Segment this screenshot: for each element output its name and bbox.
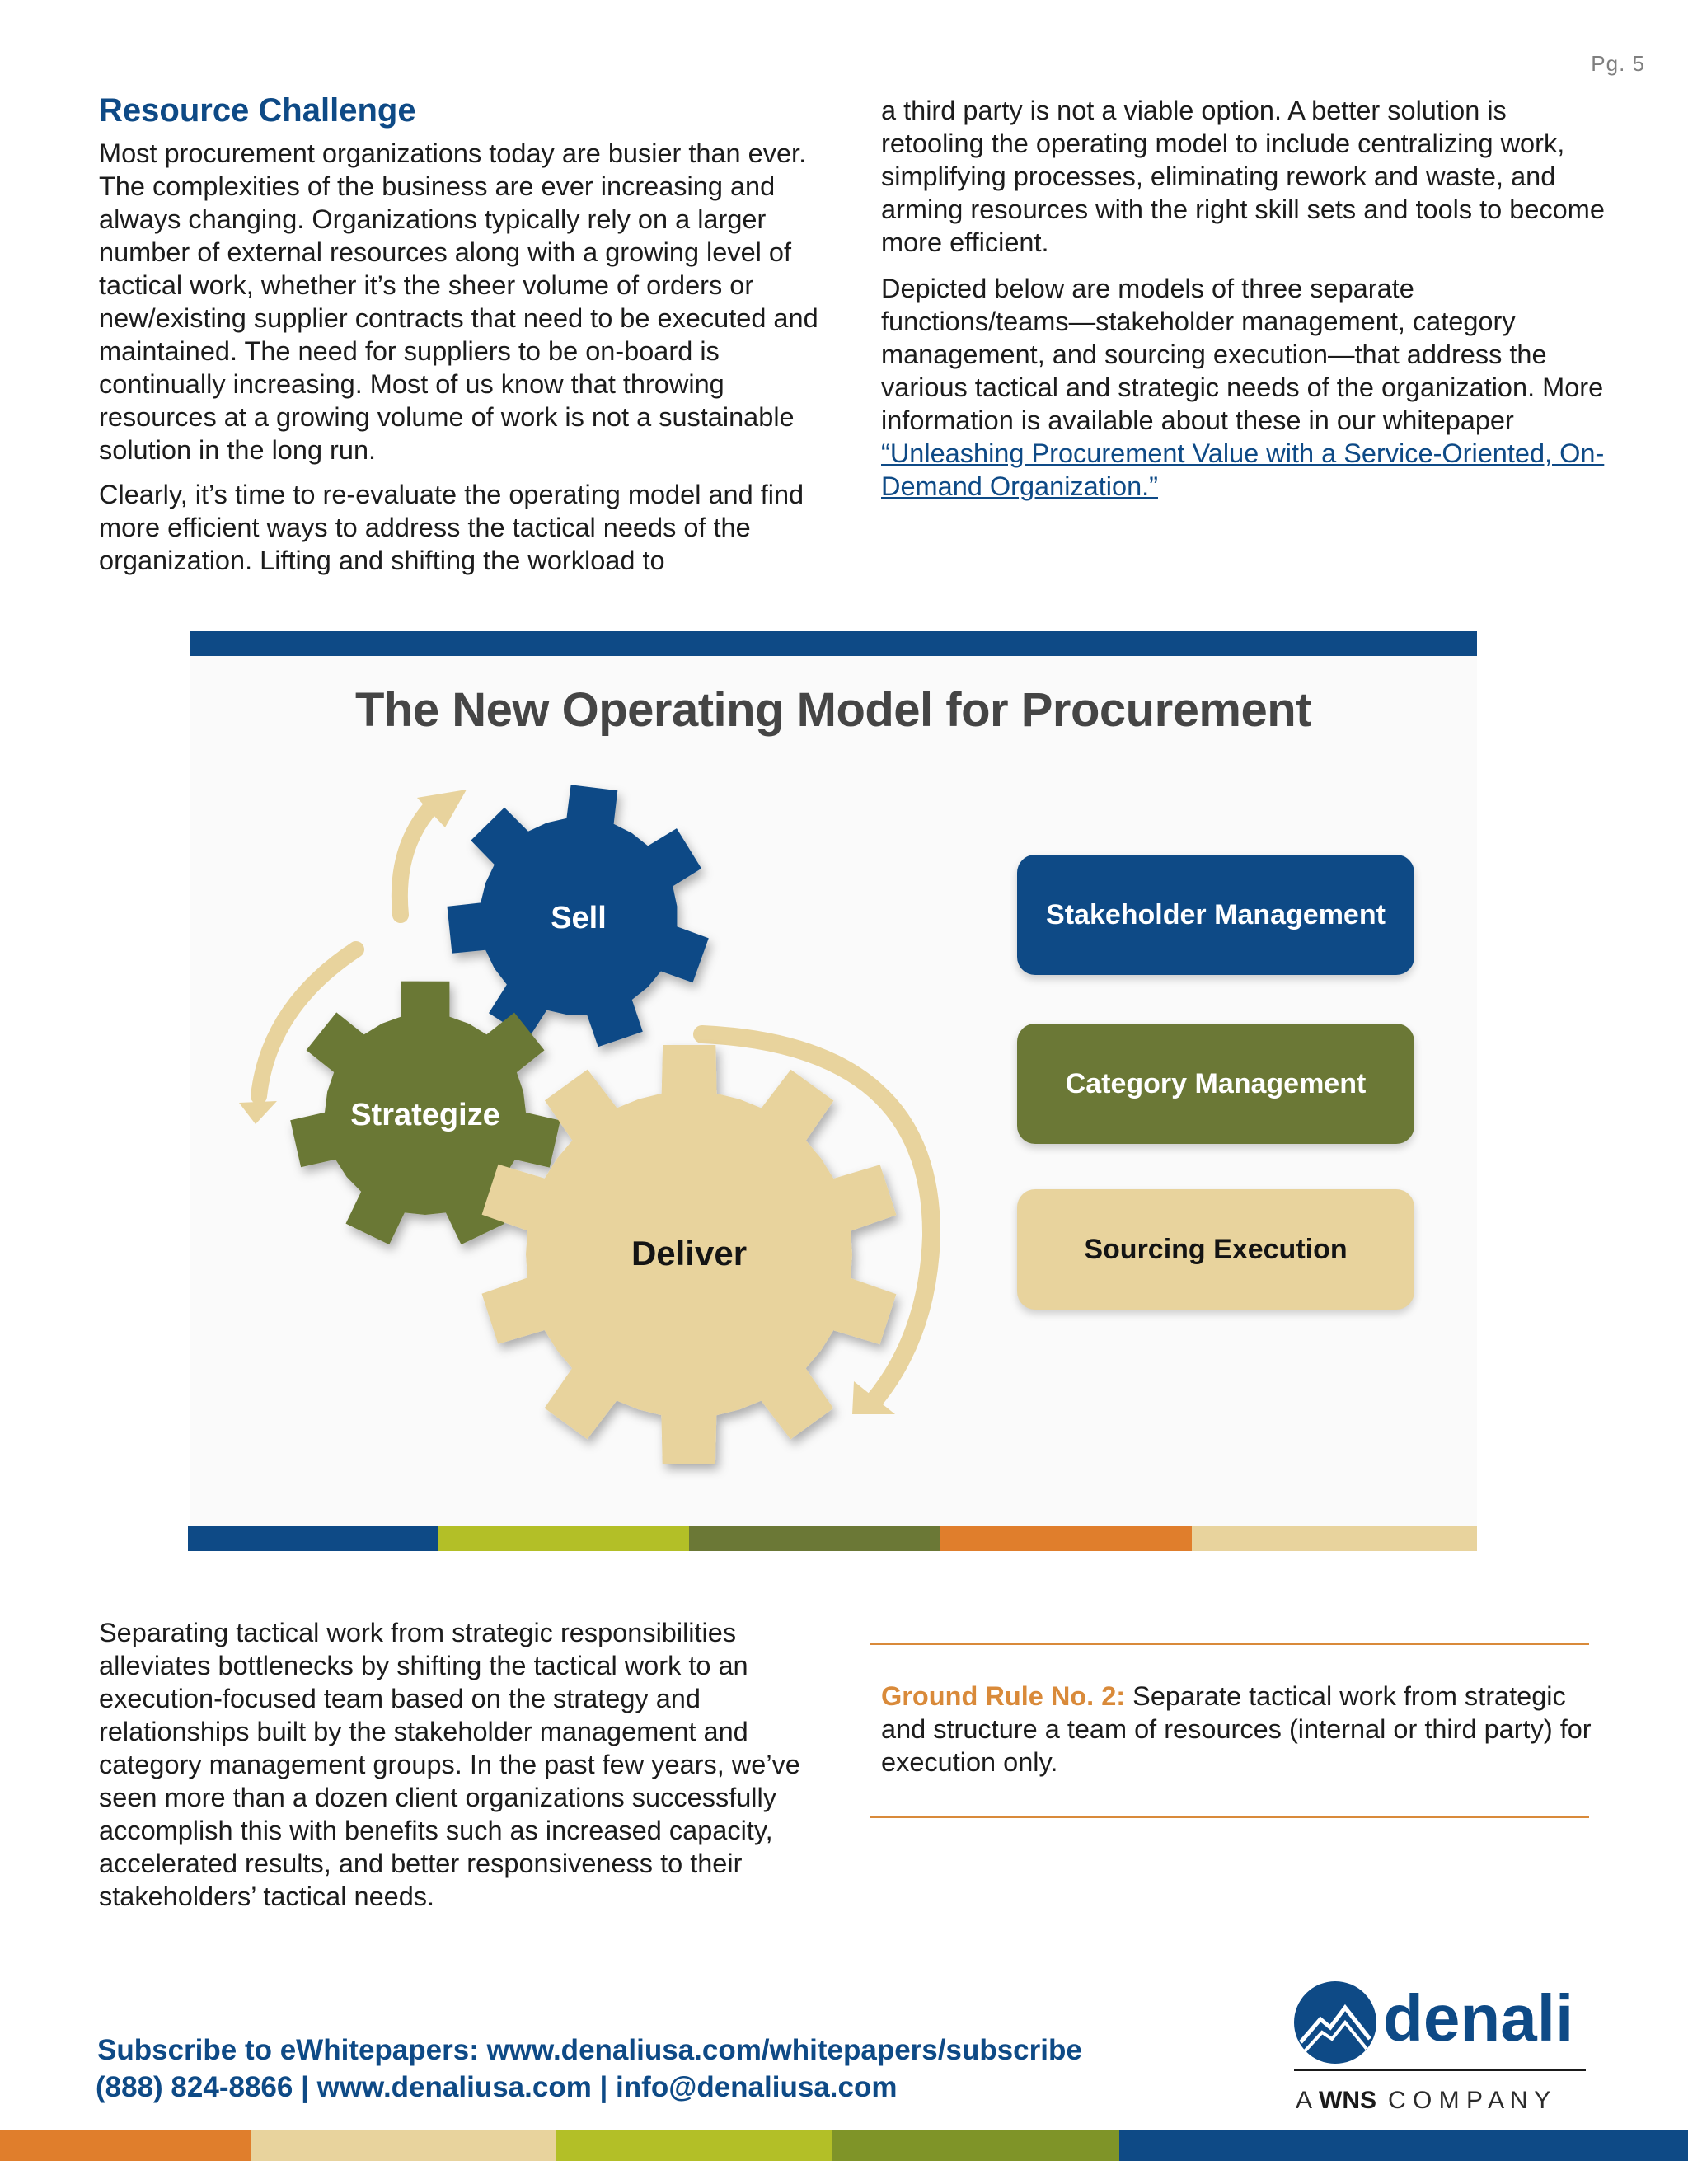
- paragraph-4-text: Depicted below are models of three separate functions/teams—stakeholder management, category management, and sourcing execution—that address the various tactical and strategic needs of the organization. More information is available about these in our whitepaper: [881, 274, 1604, 435]
- subscribe-link[interactable]: Subscribe to eWhitepapers: www.denaliusa.com/whitepapers/subscribe: [97, 2034, 1082, 2066]
- ground-rule-top-rule: [870, 1643, 1589, 1645]
- strip-lime: [438, 1526, 689, 1551]
- footer-strip-blue: [1119, 2130, 1688, 2161]
- logo-brand: WNS: [1319, 2087, 1376, 2114]
- ground-rule: [881, 1680, 1598, 1779]
- ground-rule-lead: Ground Rule No. 2:: [881, 1681, 1126, 1711]
- stakeholder-management-box: Stakeholder Management: [1017, 855, 1414, 975]
- whitepaper-link[interactable]: “Unleashing Procurement Value with a Service-Oriented, On-Demand Organization.”: [881, 438, 1605, 501]
- logo-suffix: C O M P A N Y: [1388, 2087, 1551, 2114]
- footer-color-strip: [0, 2130, 1688, 2161]
- footer-strip-orange: [0, 2130, 251, 2161]
- logo-prefix: A: [1296, 2087, 1313, 2114]
- paragraph-2: Clearly, it’s time to re-evaluate the operating model and find more efficient ways to address the tactical needs of the organization. Lifting and shifting the workload to: [99, 480, 804, 575]
- contact-line: (888) 824-8866 | www.denaliusa.com | info@denaliusa.com: [96, 2071, 898, 2103]
- page-number: Pg. 5: [1591, 51, 1645, 76]
- strip-orange: [940, 1526, 1192, 1551]
- strip-blue: [188, 1526, 438, 1551]
- figure-title: The New Operating Model for Procurement: [355, 683, 1311, 737]
- arrow-head-strategize: [239, 1101, 277, 1124]
- strip-tan: [1192, 1526, 1477, 1551]
- footer-strip-green: [832, 2130, 1119, 2161]
- section-heading: Resource Challenge: [99, 92, 416, 129]
- paragraph-3: a third party is not a viable option. A better solution is retooling the operating model to include centralizing work, simplifying processes, eliminating rework and waste, and arming resources with the right skill sets and tools to become more efficient.: [881, 96, 1605, 257]
- deliver-label: Deliver: [631, 1234, 748, 1272]
- ground-rule-bottom-rule: [870, 1816, 1589, 1818]
- sourcing-execution-box: Sourcing Execution: [1017, 1189, 1414, 1310]
- strategize-label: Strategize: [350, 1098, 500, 1132]
- logo-word: denali: [1383, 1981, 1574, 2055]
- arrow-to-sell: [400, 804, 434, 915]
- figure-color-strip: [188, 1526, 1477, 1551]
- category-management-box: Category Management: [1017, 1024, 1414, 1144]
- footer-strip-lime: [556, 2130, 832, 2161]
- sell-label: Sell: [551, 901, 607, 935]
- paragraph-1: Most procurement organizations today are busier than ever. The complexities of the business are ever increasing and always changing. Organizations typically rely on a larger number of external resources along with a growing level of tactical work, whether it’s the sheer volume of orders or new/existing supplier contracts that need to be executed and maintained. The need for suppliers to be on-board is continually increasing. Most of us know that throwing resources at a growing volume of work is not a sustainable solution in the long run.: [99, 138, 818, 465]
- footer-strip-tan: [251, 2130, 556, 2161]
- denali-logo: [1292, 1978, 1589, 2118]
- strip-olive: [689, 1526, 940, 1551]
- ground-rule-text: Separate tactical work from strategic and structure a team of resources (internal or third party) for execution only.: [881, 1681, 1592, 1777]
- lower-paragraph: Separating tactical work from strategic responsibilities alleviates bottlenecks by shifting the tactical work to an execution-focused team based on the strategy and relationships built by the stakeholder management and category management groups. In the past few years, we’ve seen more than a dozen client organizations successfully accomplish this with benefits such as increased capacity, accelerated results, and better responsiveness to their stakeholders’ tactical needs.: [99, 1618, 800, 1911]
